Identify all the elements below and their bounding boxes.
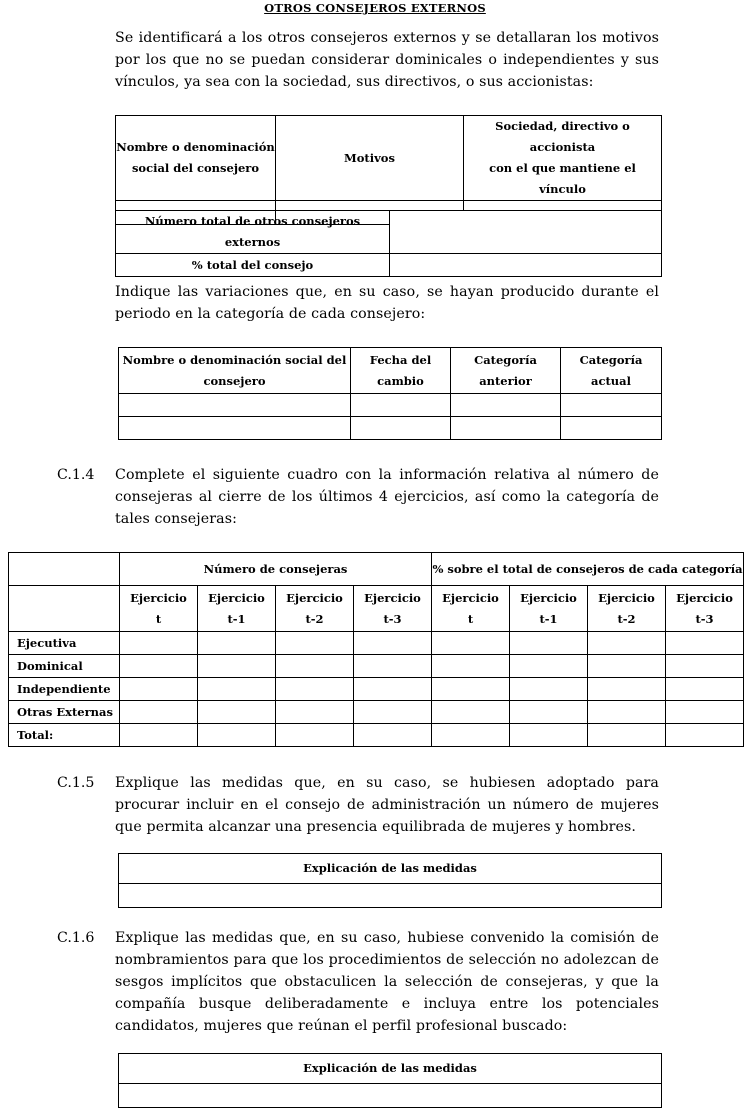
table-cell[interactable] <box>390 254 662 277</box>
table-cell[interactable] <box>432 632 510 655</box>
column-header-ejercicio <box>198 586 276 632</box>
column-header-ejercicio <box>588 586 666 632</box>
intro-line: vínculos, ya sea con la sociedad, sus directivos, o sus accionistas: <box>115 74 594 90</box>
table-row <box>119 394 662 417</box>
total-consejeros-table <box>115 210 662 277</box>
table-cell[interactable] <box>276 724 354 747</box>
table-cell[interactable] <box>510 632 588 655</box>
header-line: Nombre o denominación <box>116 140 275 154</box>
section-number-c16: C.1.6 <box>57 930 95 946</box>
c14-line: consejeras al cierre de los últimos 4 ejercicios, así como la categoría de <box>115 489 659 505</box>
column-header-ejercicio <box>510 586 588 632</box>
table-cell[interactable] <box>666 678 744 701</box>
header-line: Ejercicio <box>364 590 421 605</box>
table-header-row <box>9 586 744 632</box>
table-cell[interactable] <box>510 724 588 747</box>
intro-line: Se identificará a los otros consejeros externos y se detallaran los motivos <box>115 30 659 46</box>
table-row <box>119 1084 662 1108</box>
column-header-ejercicio <box>120 586 198 632</box>
intro-paragraph <box>115 27 659 93</box>
table-corner-cell <box>9 586 120 632</box>
table-cell[interactable] <box>588 678 666 701</box>
table-cell[interactable] <box>120 655 198 678</box>
table-cell[interactable] <box>432 655 510 678</box>
c16-line: compañía busque deliberadamente e incluya entre los potenciales <box>115 996 659 1012</box>
table-cell[interactable] <box>451 394 561 417</box>
table-cell[interactable] <box>666 724 744 747</box>
table-cell[interactable] <box>354 724 432 747</box>
consejeras-table <box>8 552 744 747</box>
otros-consejeros-table <box>115 115 662 225</box>
table-cell[interactable] <box>432 678 510 701</box>
row-label-independiente: Independiente <box>9 678 120 701</box>
table-cell[interactable] <box>588 632 666 655</box>
table-cell[interactable] <box>432 701 510 724</box>
table-row <box>9 655 744 678</box>
table-cell[interactable] <box>510 678 588 701</box>
section-number-c14: C.1.4 <box>57 467 95 483</box>
header-line: Ejercicio <box>676 590 733 605</box>
variaciones-paragraph <box>115 281 659 325</box>
table-corner-cell <box>9 553 120 586</box>
section-number-c15: C.1.5 <box>57 775 95 791</box>
header-line: t-3 <box>383 611 402 626</box>
table-header-row <box>116 116 662 201</box>
c16-paragraph <box>115 927 659 1037</box>
header-line: t-1 <box>539 611 558 626</box>
column-header-vinculo <box>464 116 662 201</box>
header-line: Sociedad, directivo o accionista <box>495 119 630 154</box>
table-cell[interactable] <box>354 678 432 701</box>
column-header-explicacion: Explicación de las medidas <box>119 854 662 884</box>
table-cell[interactable] <box>198 678 276 701</box>
header-line: con el que mantiene el vínculo <box>489 161 636 196</box>
c16-line: sesgos implícitos que obstaculicen la selección de consejeras, y que la <box>115 974 659 990</box>
table-cell[interactable] <box>119 884 662 908</box>
header-line: Categoría <box>474 352 537 367</box>
table-cell[interactable] <box>198 724 276 747</box>
table-cell[interactable] <box>119 417 351 440</box>
table-cell[interactable] <box>510 701 588 724</box>
table-cell[interactable] <box>198 655 276 678</box>
row-label-ejecutiva: Ejecutiva <box>9 632 120 655</box>
table-cell[interactable] <box>198 632 276 655</box>
row-label-porcentaje-total: % total del consejo <box>116 254 390 277</box>
table-header-row <box>119 348 662 394</box>
header-line: Ejercicio <box>520 590 577 605</box>
table-cell[interactable] <box>198 701 276 724</box>
table-row <box>9 724 744 747</box>
c14-line: tales consejeras: <box>115 511 237 527</box>
column-header-ejercicio <box>666 586 744 632</box>
variaciones-line: Indique las variaciones que, en su caso, se hayan producido durante el <box>115 284 659 300</box>
table-cell[interactable] <box>276 701 354 724</box>
header-line: Ejercicio <box>130 590 187 605</box>
table-cell[interactable] <box>354 655 432 678</box>
header-line: anterior <box>479 373 532 388</box>
table-cell[interactable] <box>276 655 354 678</box>
table-cell[interactable] <box>351 417 451 440</box>
table-cell[interactable] <box>561 417 662 440</box>
table-cell[interactable] <box>432 724 510 747</box>
column-header-ejercicio <box>432 586 510 632</box>
variaciones-table <box>118 347 662 440</box>
intro-line: por los que no se puedan considerar dominicales o independientes y sus <box>115 52 659 68</box>
group-header-numero: Número de consejeras <box>120 553 432 586</box>
c16-line: Explique las medidas que, en su caso, hubiese convenido la comisión de <box>115 930 659 946</box>
column-header-motivos <box>276 116 464 201</box>
table-row <box>116 211 662 254</box>
column-header-ejercicio <box>354 586 432 632</box>
c16-line: candidatos, mujeres que reúnan el perfil profesional buscado: <box>115 1018 568 1034</box>
table-cell[interactable] <box>120 632 198 655</box>
table-row <box>119 884 662 908</box>
header-line: t <box>467 611 474 626</box>
table-row <box>9 632 744 655</box>
table-cell[interactable] <box>351 394 451 417</box>
table-cell[interactable] <box>666 632 744 655</box>
table-group-header-row <box>9 553 744 586</box>
header-line: Ejercicio <box>286 590 343 605</box>
table-row <box>9 678 744 701</box>
header-line: Fecha del <box>369 352 432 367</box>
c14-paragraph <box>115 464 659 530</box>
row-label-numero-total: Número total de otros consejeros externos <box>116 211 390 254</box>
header-line: consejero <box>203 373 266 388</box>
table-cell[interactable] <box>561 394 662 417</box>
header-line: Ejercicio <box>208 590 265 605</box>
c16-explicacion-table <box>118 1053 662 1108</box>
table-cell[interactable] <box>120 678 198 701</box>
column-header-nombre <box>116 116 276 201</box>
table-header-row <box>119 854 662 884</box>
header-line: t-1 <box>227 611 246 626</box>
table-cell[interactable] <box>390 211 662 254</box>
table-cell[interactable] <box>510 655 588 678</box>
c16-line: nombramientos para que los procedimientos de selección no adolezcan de <box>115 952 659 968</box>
header-line: Motivos <box>344 150 395 165</box>
header-line: social del consejero <box>131 161 260 175</box>
c15-line: que permita alcanzar una presencia equilibrada de mujeres y hombres. <box>115 819 637 835</box>
table-cell[interactable] <box>276 678 354 701</box>
column-header-fecha <box>351 348 451 394</box>
group-header-porcentaje: % sobre el total de consejeros de cada categoría <box>432 553 744 586</box>
table-cell[interactable] <box>354 632 432 655</box>
c15-line: procurar incluir en el consejo de administración un número de mujeres <box>115 797 659 813</box>
header-line: t-2 <box>617 611 636 626</box>
table-cell[interactable] <box>120 701 198 724</box>
header-line: Categoría <box>579 352 643 367</box>
header-line: Nombre o denominación social del <box>122 352 347 367</box>
table-cell[interactable] <box>119 394 351 417</box>
row-label-total: Total: <box>9 724 120 747</box>
table-cell[interactable] <box>354 701 432 724</box>
table-header-row <box>119 1054 662 1084</box>
column-header-explicacion: Explicación de las medidas <box>119 1054 662 1084</box>
column-header-nombre <box>119 348 351 394</box>
column-header-ejercicio <box>276 586 354 632</box>
variaciones-line: periodo en la categoría de cada consejero: <box>115 306 426 322</box>
column-header-categoria-actual <box>561 348 662 394</box>
c15-paragraph <box>115 772 659 838</box>
header-line: t <box>155 611 162 626</box>
table-cell[interactable] <box>588 701 666 724</box>
header-line: t-3 <box>695 611 714 626</box>
c15-explicacion-table <box>118 853 662 908</box>
header-line: Ejercicio <box>442 590 499 605</box>
row-label-dominical: Dominical <box>9 655 120 678</box>
header-line: t-2 <box>305 611 324 626</box>
table-cell[interactable] <box>276 632 354 655</box>
c15-line: Explique las medidas que, en su caso, se hubiesen adoptado para <box>115 775 659 791</box>
table-cell[interactable] <box>588 724 666 747</box>
header-line: Ejercicio <box>598 590 655 605</box>
row-label-otras-externas: Otras Externas <box>9 701 120 724</box>
header-line: cambio <box>377 373 424 388</box>
table-cell[interactable] <box>666 701 744 724</box>
header-line: actual <box>591 373 631 388</box>
table-cell[interactable] <box>588 655 666 678</box>
table-cell[interactable] <box>120 724 198 747</box>
c14-line: Complete el siguiente cuadro con la información relativa al número de <box>115 467 659 483</box>
table-row <box>9 701 744 724</box>
table-cell[interactable] <box>666 655 744 678</box>
section-title: OTROS CONSEJEROS EXTERNOS <box>264 1 486 15</box>
table-cell[interactable] <box>451 417 561 440</box>
table-row <box>119 417 662 440</box>
column-header-categoria-anterior <box>451 348 561 394</box>
table-cell[interactable] <box>119 1084 662 1108</box>
table-row <box>116 254 662 277</box>
